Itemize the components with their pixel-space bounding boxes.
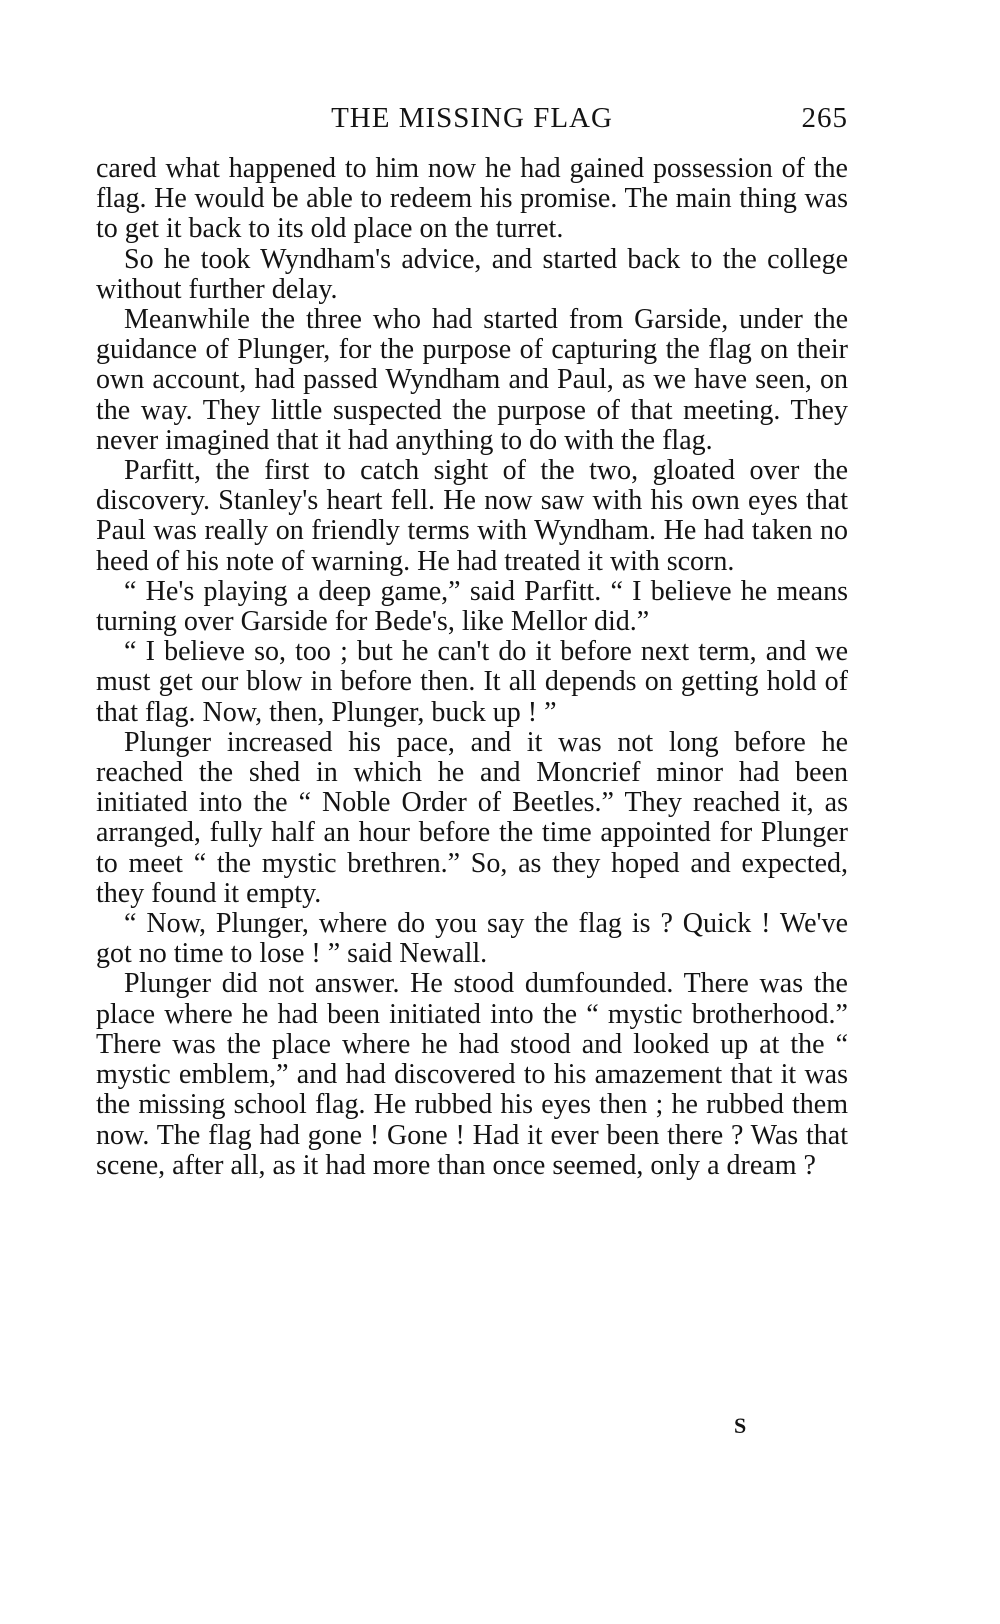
page-number: 265	[801, 102, 848, 134]
paragraph-3: Meanwhile the three who had started from Garside, under the guidance of Plunger, for the purpose of capturing the flag on their own account, had passed Wyndham and Paul, as we have seen, on the way. They little suspected the purpose of that meeting. They never imagined that it had anything to do with the flag.	[96, 304, 848, 456]
paragraph-4: Parfitt, the first to catch sight of the two, gloated over the discovery. Stanley's heart fell. He now saw with his own eyes that Paul was really on friendly terms with Wyndham. He had taken no heed of his note of warning. He had treated it with scorn.	[96, 455, 848, 577]
book-page	[96, 96, 848, 1181]
paragraph-8: “ Now, Plunger, where do you say the flag is ? Quick ! We've got no time to lose ! ” said Newall.	[96, 908, 848, 970]
running-head	[96, 96, 848, 140]
paragraph-5: “ He's playing a deep game,” said Parfitt. “ I believe he means turning over Garside for Bede's, like Mellor did.”	[96, 575, 848, 638]
running-title: THE MISSING FLAG	[331, 102, 613, 134]
signature-mark: S	[734, 1413, 747, 1438]
paragraph-6: “ I believe so, too ; but he can't do it before next term, and we must get our blow in before then. It all depends on getting hold of that flag. Now, then, Plunger, buck up ! ”	[96, 636, 848, 728]
paragraph-1: cared what happened to him now he had gained possession of the flag. He would be able to redeem his promise. The main thing was to get it back to its old place on the turret.	[96, 153, 848, 245]
body-text	[96, 154, 848, 1181]
paragraph-7: Plunger increased his pace, and it was not long before he reached the shed in which he and Moncrief minor had been initiated into the “ Noble Order of Beetles.” They reached it, as arranged, fully half an hour before the time appointed for Plunger to meet “ the mystic brethren.” So, as they hoped and expected, they found it empty.	[96, 726, 848, 909]
paragraph-9: Plunger did not answer. He stood dumfounded. There was the place where he had been initiated into the “ mystic brotherhood.” There was the place where he had stood and looked up at the “ mystic emblem,” and had discovered to his amazement that it was the missing school flag. He rubbed his eyes then ; he rubbed them now. The flag had gone ! Gone ! Had it ever been there ? Was that scene, after all, as it had more than once seemed, only a dream ?	[96, 968, 848, 1181]
paragraph-2: So he took Wyndham's advice, and started back to the college without further delay.	[96, 243, 848, 305]
